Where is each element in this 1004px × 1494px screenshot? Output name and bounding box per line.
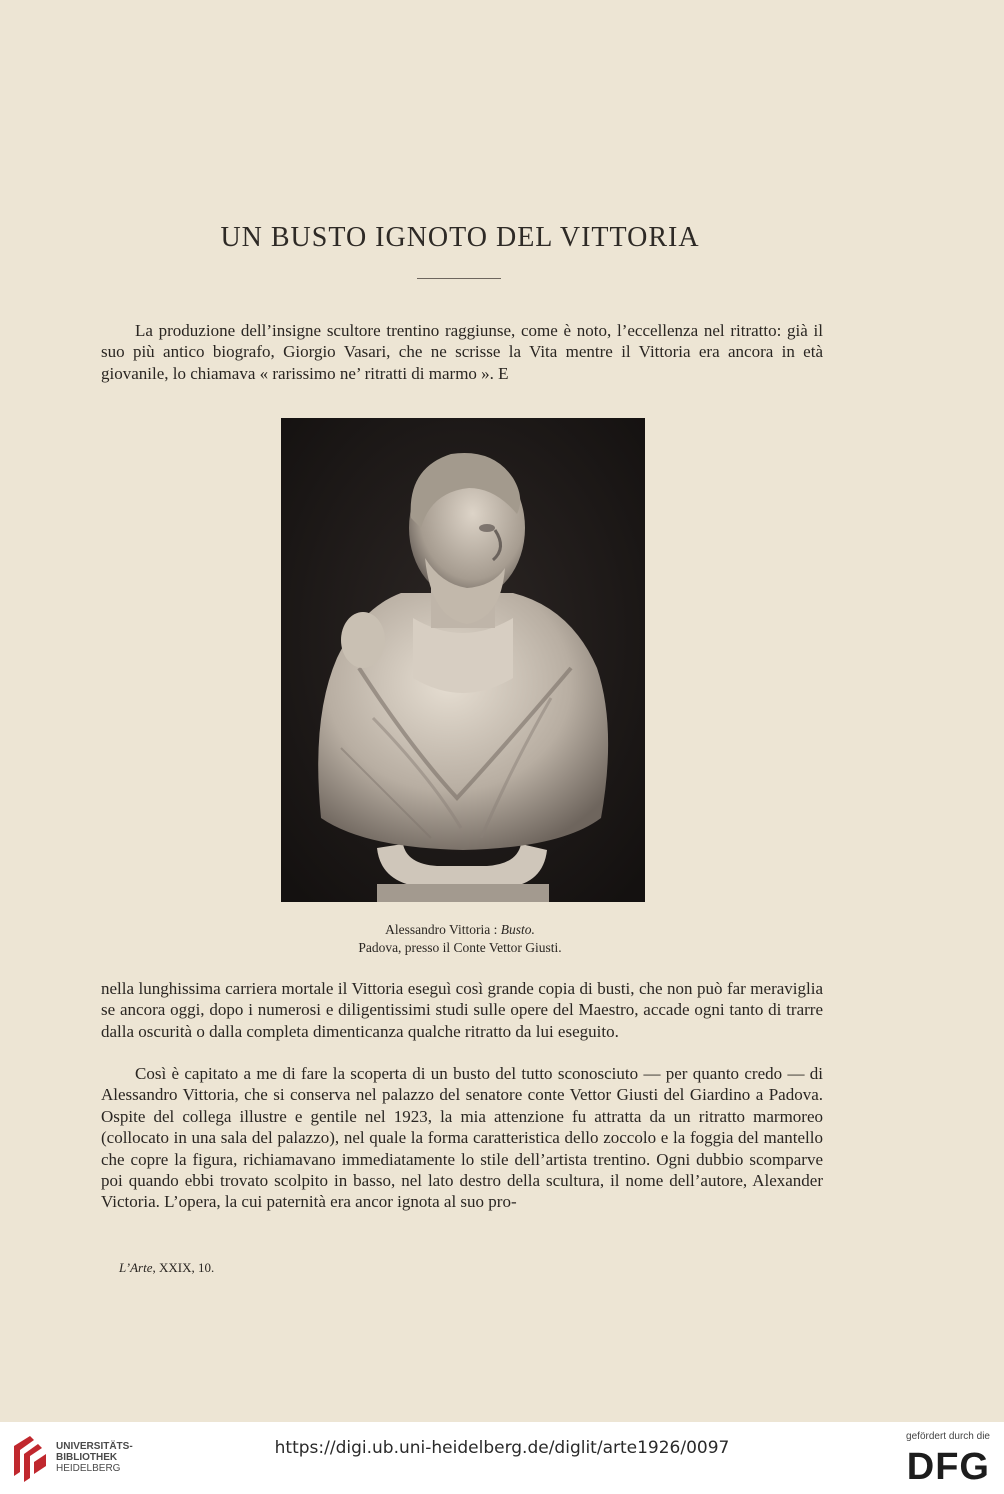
caption-line-2: Padova, presso il Conte Vettor Giusti.: [358, 940, 562, 955]
journal-volume: , XXIX, 10.: [152, 1260, 215, 1275]
journal-name: L’Arte: [119, 1260, 153, 1275]
library-name-line-1: UNIVERSITÄTS-: [56, 1441, 133, 1452]
bust-illustration: [281, 418, 645, 902]
journal-reference: [119, 1260, 214, 1276]
library-name-line-2: BIBLIOTHEK: [56, 1452, 118, 1463]
caption-artist: Alessandro Vittoria :: [385, 922, 501, 937]
bust-photograph: [281, 418, 645, 902]
body-paragraph-3: Così è capitato a me di fare la scoperta di un busto del tutto sconosciuto — per quanto credo — di Alessandro Vittoria, che si conserva nel palazzo del senatore conte Vettor Giusti del Giardino a Padova. Ospite del collega illustre e gentile nel 1923, la mia attenzione fu attratta da un ritratto marmoreo (collocato in una sala del palazzo), nel quale la forma caratteristica dello zoccolo e la foggia del mantello che copre la figura, richiamavano immediatamente lo stile dell’artista trentino. Ogni dubbio scomparve poi quando ebbi trovato scolpito in basso, nel lato destro della scultura, il nome dell’autore, Alexander Victoria. L’opera, la cui paternità era ancor ignota al suo pro-: [101, 1064, 823, 1212]
dfg-logo[interactable]: DFG: [906, 1446, 990, 1488]
caption-work-title: Busto.: [500, 922, 535, 937]
funder-note: gefördert durch die: [906, 1431, 990, 1442]
library-name-line-3: HEIDELBERG: [56, 1463, 121, 1474]
body-paragraph-2: nella lunghissima carriera mortale il Vittoria eseguì così grande copia di busti, che non può far meraviglia se ancora oggi, dopo i numerosi e diligentissimi studi sulle opere del Maestro, accade ogni tanto di trarre dalla oscurità o dalla completa dimenticanza qualche ritratto da lui eseguito.: [101, 979, 823, 1041]
library-footer-bar: [0, 1422, 1004, 1494]
title-divider: [417, 278, 501, 279]
intro-paragraph: La produzione dell’insigne scultore trentino raggiunse, come è noto, l’eccellenza nel ritratto: già il suo più antico biografo, Giorgio Vasari, che ne scrisse la Vita mentre il Vittoria era ancora in età giovanile, lo chiamava « rarissimo ne’ ritratti di marmo ». E: [101, 321, 823, 383]
figure-caption: [0, 921, 920, 957]
document-url[interactable]: https://digi.ub.uni-heidelberg.de/diglit/arte1926/0097: [274, 1438, 730, 1458]
caption-line-1: [0, 921, 920, 939]
article-title: UN BUSTO IGNOTO DEL VITTORIA: [220, 222, 700, 253]
